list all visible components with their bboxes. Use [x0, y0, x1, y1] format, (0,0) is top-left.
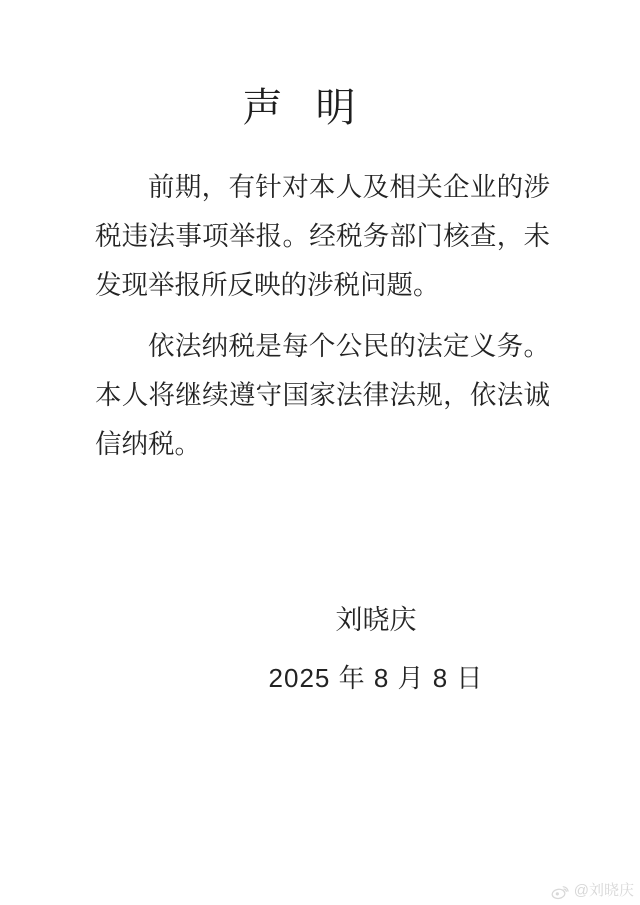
weibo-watermark — [551, 882, 634, 900]
weibo-icon — [551, 883, 570, 900]
statement-paragraph-1: 前期，有针对本人及相关企业的涉税违法事项举报。经税务部门核查，未发现举报所反映的涉税问题。 — [95, 172, 550, 300]
signature-name: 刘晓庆 — [335, 605, 417, 635]
statement-title: 声 明 — [242, 86, 358, 130]
statement-paragraph-2: 依法纳税是每个公民的法定义务。本人将继续遵守国家法律法规，依法诚信纳税。 — [95, 331, 550, 459]
signature-date: 2025 年 8 月 8 日 — [268, 663, 484, 693]
signature-block — [0, 605, 640, 693]
statement-body — [95, 163, 550, 469]
watermark-handle: @刘晓庆 — [573, 882, 634, 899]
